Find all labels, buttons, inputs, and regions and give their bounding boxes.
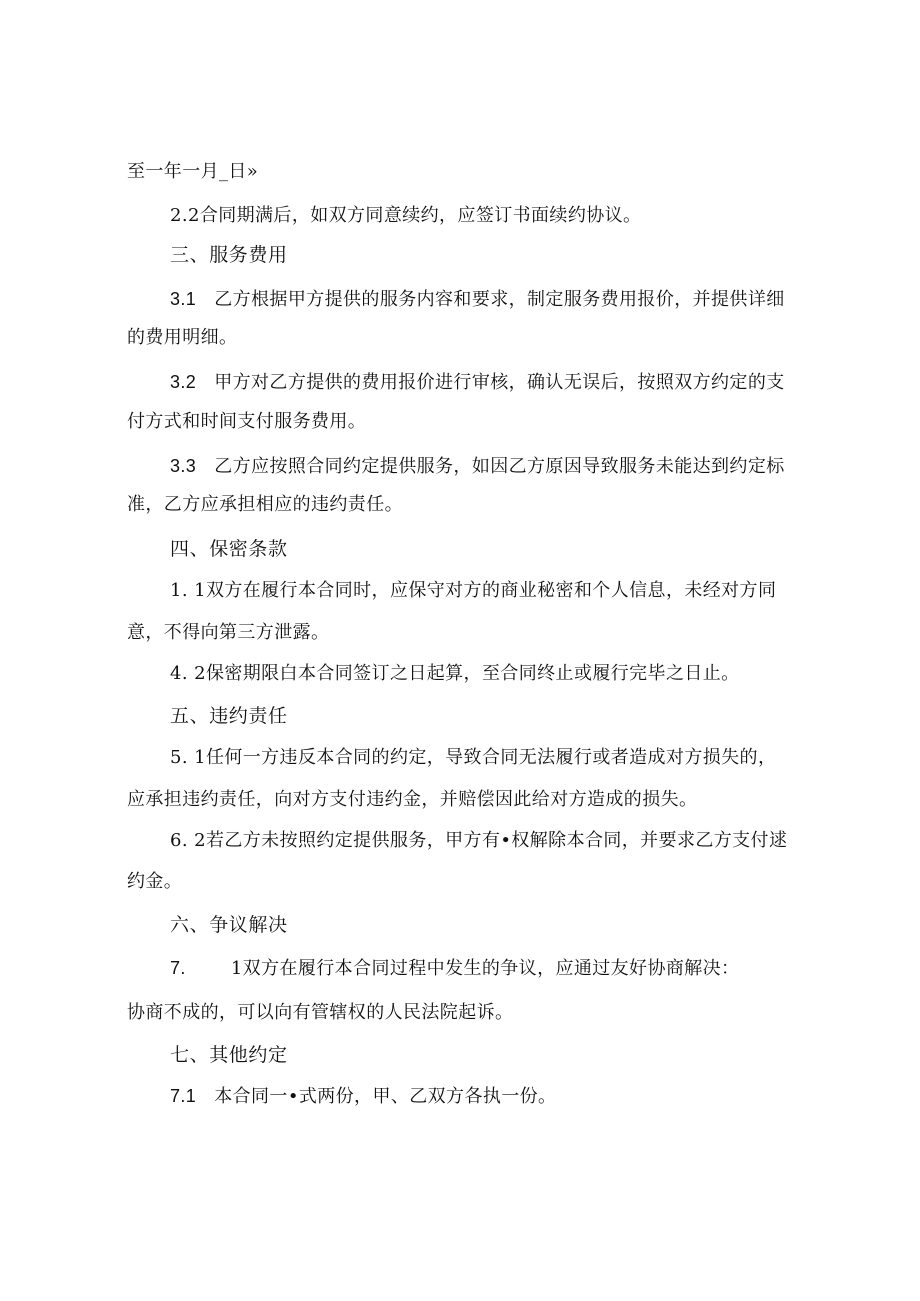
clause-3-3-number: 3.3 (170, 456, 197, 476)
clause-7-1-dispute (170, 957, 739, 980)
clause-3-2-text: 甲方对乙方提供的费用报价进行审核，确认无误后，按照双方约定的支 (214, 372, 785, 393)
clause-3-1-continuation: 的费用明细。 (127, 327, 238, 348)
clause-3-2-number: 3.2 (170, 372, 197, 392)
clause-3-1-text: 乙方根据甲方提供的服务内容和要求，制定服务费用报价，并提供详细 (214, 289, 785, 310)
clause-3-3-text: 乙方应按照合同约定提供服务，如因乙方原因导致服务未能达到约定标 (214, 456, 785, 477)
clause-3-2-continuation: 付方式和时间支付服务费用。 (127, 411, 367, 432)
section-4-heading: 四、保密条款 (170, 538, 288, 560)
clause-7-1 (170, 1085, 556, 1108)
section-7-heading: 七、其他约定 (170, 1044, 288, 1066)
clause-7-text: 1双方在履行本合同过程中发生的争议，应通过友好协商解决： (230, 958, 740, 979)
clause-2-2: 2.2合同期满后，如双方同意续约，应签订书面续约协议。 (170, 205, 642, 226)
clause-5-1-continuation: 应承担违约责任，向对方支付违约金，并赔偿因此给对方造成的损失。 (127, 789, 698, 810)
clause-3-1-number: 3.1 (170, 289, 197, 309)
clause-6-2-continuation: 约金。 (127, 871, 183, 892)
clause-4-1-continuation: 意，不得向第三方泄露。 (127, 622, 330, 643)
clause-7-1-text: 本合同一•式两份，甲、乙双方各执一份。 (214, 1086, 557, 1107)
clause-3-1 (170, 288, 785, 311)
section-3-heading: 三、服务费用 (170, 244, 288, 266)
clause-7-continuation: 协商不成的，可以向有管辖权的人民法院起诉。 (127, 1002, 514, 1023)
clause-3-2 (170, 371, 785, 394)
section-5-heading: 五、违约责任 (170, 705, 288, 727)
clause-6-2: 6. 2若乙方未按照约定提供服务，甲方有•权解除本合同，并要求乙方支付逑 (170, 830, 788, 851)
clause-4-2: 4. 2保密期限白本合同签订之日起算，至合同终止或履行完毕之日止。 (170, 663, 740, 684)
clause-7-1-number: 7.1 (170, 1086, 197, 1106)
clause-3-3-continuation: 准，乙方应承担相应的违约责任。 (127, 494, 403, 515)
clause-4-1: 1. 1双方在履行本合同时，应保守对方的商业秘密和个人信息，未经对方同 (170, 580, 777, 601)
intro-line: 至一年一月_日» (127, 161, 259, 182)
clause-5-1: 5. 1任何一方违反本合同的约定，导致合同无法履行或者造成对方损失的， (170, 747, 777, 768)
clause-7-number: 7. (170, 958, 186, 978)
section-6-heading: 六、争议解决 (170, 914, 288, 936)
clause-3-3 (170, 455, 785, 478)
